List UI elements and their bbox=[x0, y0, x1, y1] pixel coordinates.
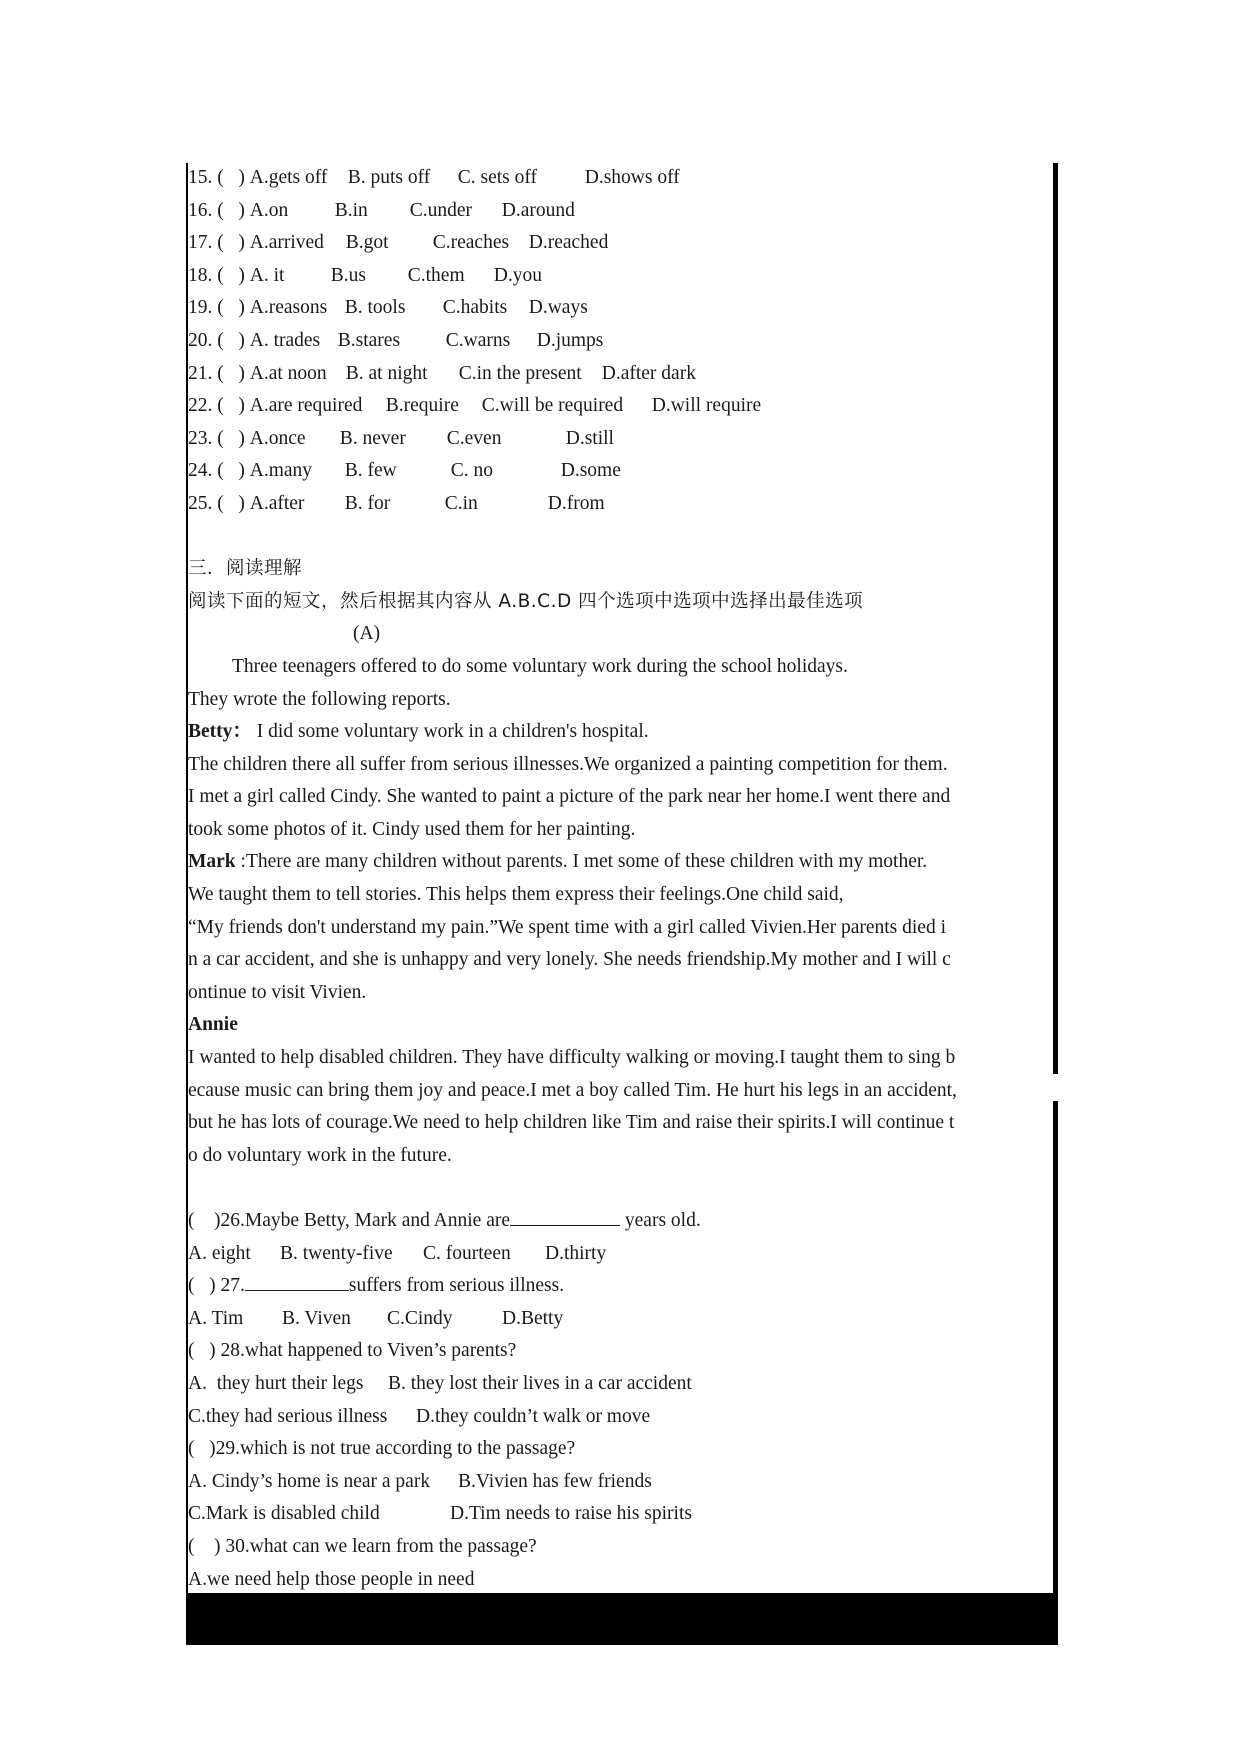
question-28-stem: ( ) 28.what happened to Viven’s parents? bbox=[188, 1340, 517, 1362]
cloze-question-20: 20. ( ) A. trades B.stares C.warns D.jumps bbox=[188, 329, 604, 351]
mark-report-line: ontinue to visit Vivien. bbox=[188, 981, 367, 1003]
passage-intro-2: They wrote the following reports. bbox=[188, 688, 451, 710]
cloze-question-15: 15. ( ) A.gets off B. puts off C. sets off D.shows off bbox=[188, 167, 680, 188]
spacer bbox=[188, 1172, 1054, 1205]
annie-report-line: ecause music can bring them joy and peace.I met a boy called Tim. He hurt his legs in an accident, bbox=[188, 1079, 957, 1101]
betty-report-line: The children there all suffer from serious illnesses.We organized a painting competition for them. bbox=[188, 753, 948, 775]
mark-report-line: We taught them to tell stories. This helps them express their feelings.One child said, bbox=[188, 884, 844, 906]
question-29-options: C.Mark is disabled child D.Tim needs to raise his spirits bbox=[188, 1503, 692, 1525]
cloze-question-22: 22. ( ) A.are required B.require C.will be required D.will require bbox=[188, 395, 762, 417]
question-27-stem: ( ) 27. suffers from serious illness. bbox=[188, 1270, 1054, 1303]
cloze-question-18: 18. ( ) A. it B.us C.them D.you bbox=[188, 264, 542, 286]
spacer bbox=[188, 521, 1054, 554]
cloze-question-19: 19. ( ) A.reasons B. tools C.habits D.ways bbox=[188, 297, 588, 319]
speaker-name-betty: Betty bbox=[188, 721, 233, 743]
question-27-options: A. Tim B. Viven C.Cindy D.Betty bbox=[188, 1307, 564, 1329]
redaction-bar bbox=[186, 1593, 1058, 1645]
question-28-options: C.they had serious illness D.they couldn’t walk or move bbox=[188, 1405, 651, 1427]
section-title: 三．阅读理解 bbox=[188, 558, 303, 580]
question-30-stem: ( ) 30.what can we learn from the passage? bbox=[188, 1535, 537, 1557]
question-26-options: A. eight B. twenty-five C. fourteen D.thirty bbox=[188, 1242, 607, 1264]
reading-section bbox=[188, 553, 1054, 1596]
question-29-options: A. Cindy’s home is near a park B.Vivien has few friends bbox=[188, 1470, 652, 1492]
annie-report-line: o do voluntary work in the future. bbox=[188, 1144, 452, 1166]
question-28-options: A. they hurt their legs B. they lost their lives in a car accident bbox=[188, 1372, 692, 1394]
answer-blank bbox=[510, 1205, 620, 1226]
annie-report-line: I wanted to help disabled children. They have difficulty walking or moving.I taught them to sing b bbox=[188, 1047, 956, 1069]
question-26-stem: ( )26.Maybe Betty, Mark and Annie are years old. bbox=[188, 1205, 1054, 1238]
mark-report-first: Mark :There are many children without parents. I met some of these children with my mother. bbox=[188, 851, 928, 873]
cloze-options bbox=[188, 162, 1054, 521]
betty-report-line: I met a girl called Cindy. She wanted to paint a picture of the park near her home.I went there and bbox=[188, 786, 951, 808]
cloze-question-24: 24. ( ) A.many B. few C. no D.some bbox=[188, 460, 621, 482]
betty-report-first: Betty： I did some voluntary work in a children's hospital. bbox=[188, 721, 649, 743]
answer-blank bbox=[245, 1270, 349, 1291]
cloze-question-17: 17. ( ) A.arrived B.got C.reaches D.reached bbox=[188, 232, 609, 254]
betty-report-line: took some photos of it. Cindy used them for her painting. bbox=[188, 818, 636, 840]
speaker-name-annie: Annie bbox=[188, 1014, 238, 1036]
question-30-options: A.we need help those people in need bbox=[188, 1568, 475, 1590]
document-body bbox=[188, 162, 1054, 1596]
question-29-stem: ( )29.which is not true according to the passage? bbox=[188, 1438, 576, 1460]
passage-label: (A) bbox=[353, 623, 381, 645]
cloze-question-25: 25. ( ) A.after B. for C.in D.from bbox=[188, 492, 605, 514]
speaker-name-mark: Mark bbox=[188, 851, 236, 873]
cloze-question-21: 21. ( ) A.at noon B. at night C.in the present D.after dark bbox=[188, 362, 696, 384]
mark-report-line: n a car accident, and she is unhappy and very lonely. She needs friendship.My mother and I will c bbox=[188, 949, 951, 971]
annie-report-line: but he has lots of courage.We need to help children like Tim and raise their spirits.I will continue t bbox=[188, 1112, 955, 1134]
cloze-question-16: 16. ( ) A.on B.in C.under D.around bbox=[188, 199, 575, 221]
cloze-question-23: 23. ( ) A.once B. never C.even D.still bbox=[188, 427, 614, 449]
passage-intro-1: Three teenagers offered to do some voluntary work during the school holidays. bbox=[232, 655, 848, 677]
section-instruction: 阅读下面的短文，然后根据其内容从 A.B.C.D 四个选项中选项中选择出最佳选项 bbox=[188, 590, 864, 612]
mark-report-line: “My friends don't understand my pain.”We spent time with a girl called Vivien.Her parents died i bbox=[188, 916, 947, 938]
